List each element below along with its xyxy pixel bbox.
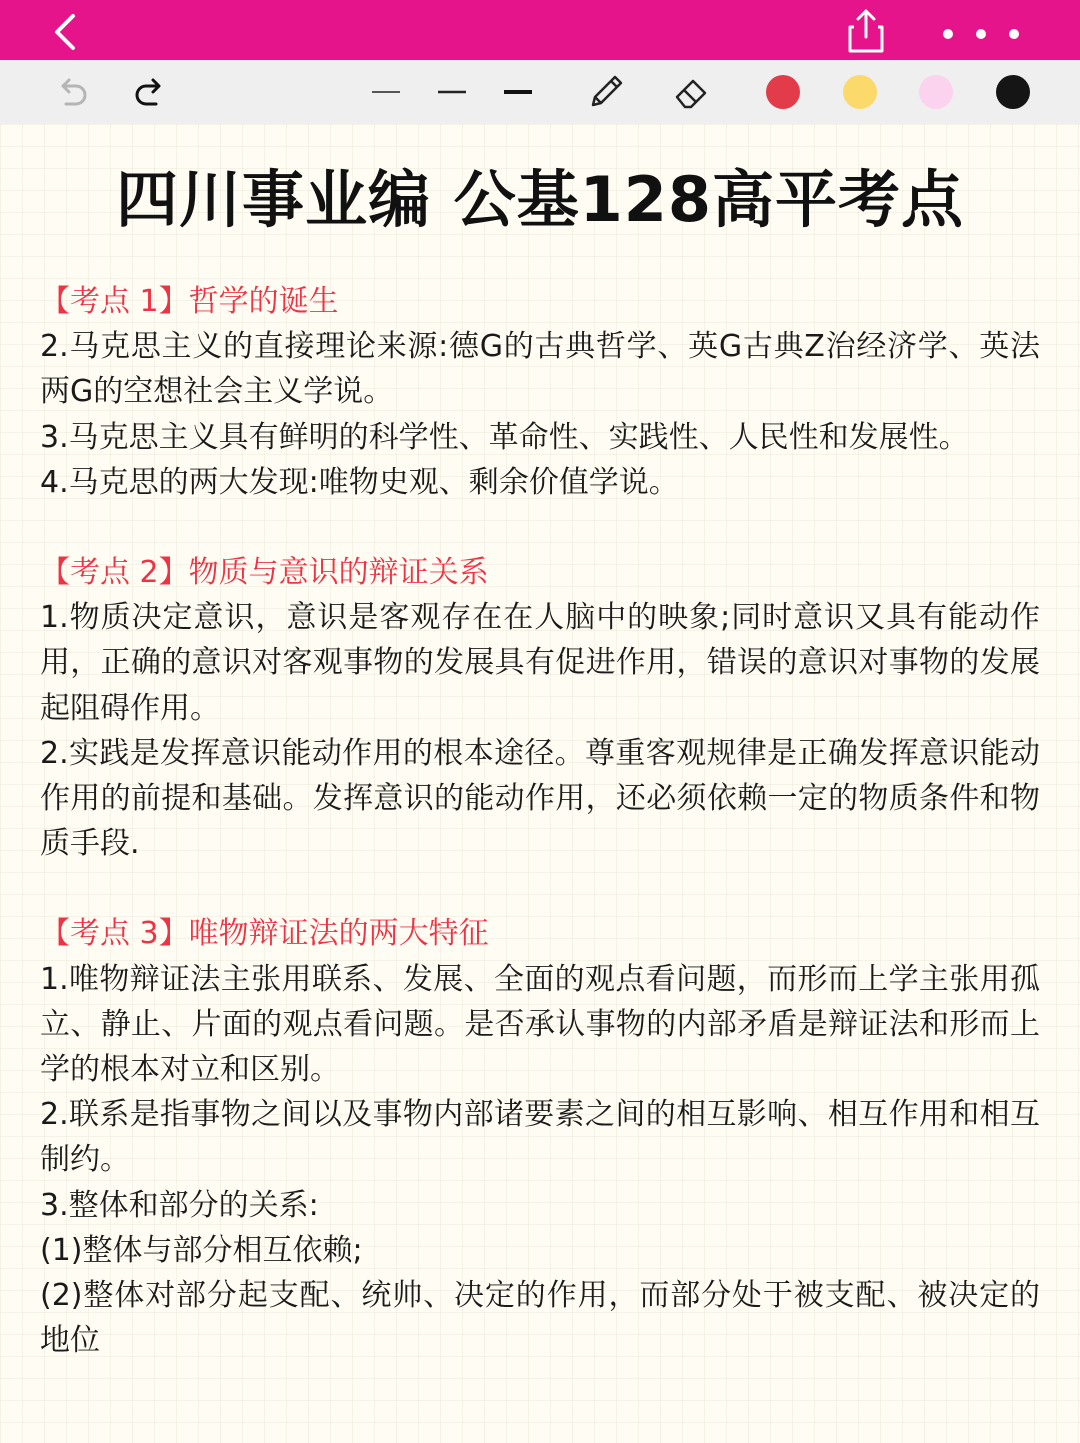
medium-line-icon [437,87,467,97]
eraser-icon [671,71,713,113]
share-button[interactable] [840,6,892,56]
paragraph: 3.整体和部分的关系: [40,1187,319,1223]
top-bar [0,0,1080,60]
section-1 [40,279,1040,505]
color-swatch-black[interactable] [996,75,1030,109]
section-heading: 【考点 1】哲学的诞生 [40,284,339,319]
thick-line-icon [503,87,533,97]
color-swatch-yellow[interactable] [843,75,877,109]
section-2 [40,550,1040,866]
pencil-button[interactable] [582,68,630,116]
more-dots-icon [930,24,1030,44]
section-3 [40,911,1040,1363]
paragraph: 1.物质决定意识，意识是客观存在在人脑中的映象;同时意识又具有能动作用，正确的意识对客观事物的发展具有促进作用，错误的意识对事物的发展起阻碍作用。 [40,600,1040,726]
section-heading: 【考点 3】唯物辩证法的两大特征 [40,916,489,952]
pencil-icon [585,71,627,113]
paragraph: (1)整体与部分相互依赖; [40,1232,363,1268]
paragraph: (2)整体对部分起支配、统帅、决定的作用，而部分处于被支配、被决定的地位 [40,1278,1040,1359]
note-content [40,279,1040,1363]
color-swatch-red[interactable] [766,75,800,109]
share-icon [846,7,886,55]
thin-line-button[interactable] [366,68,406,116]
back-button[interactable] [44,10,88,54]
drawing-toolbar [0,60,1080,124]
more-button[interactable] [930,14,1030,54]
paragraph: 2.实践是发挥意识能动作用的根本途径。尊重客观规律是正确发挥意识能动作用的前提和基础。发挥意识的能动作用，还必须依赖一定的物质条件和物质手段. [40,735,1040,862]
color-swatch-pink[interactable] [919,75,953,109]
note-title: 四川事业编 公基128高平考点 [115,163,964,236]
thin-line-icon [371,87,401,97]
redo-button[interactable] [126,68,174,116]
paragraph: 4.马克思的两大发现:唯物史观、剩余价值学说。 [40,464,679,500]
paragraph: 2.马克思主义的直接理论来源:德G的古典哲学、英G古典Z治经济学、英法两G的空想社会主义学说。 [40,329,1040,410]
undo-icon [54,74,90,110]
section-heading: 【考点 2】物质与意识的辩证关系 [40,555,489,591]
eraser-button[interactable] [668,68,716,116]
redo-icon [132,74,168,110]
paragraph: 3.马克思主义具有鲜明的科学性、革命性、实践性、人民性和发展性。 [40,419,969,455]
thick-line-button[interactable] [498,68,538,116]
paragraph: 2.联系是指事物之间以及事物内部诸要素之间的相互影响、相互作用和相互制约。 [40,1097,1040,1178]
medium-line-button[interactable] [432,68,472,116]
paragraph: 1.唯物辩证法主张用联系、发展、全面的观点看问题，而形而上学主张用孤立、静止、片面的观点看问题。是否承认事物的内部矛盾是辩证法和形而上学的根本对立和区别。 [40,961,1040,1088]
chevron-left-icon [51,12,81,52]
undo-button[interactable] [48,68,96,116]
